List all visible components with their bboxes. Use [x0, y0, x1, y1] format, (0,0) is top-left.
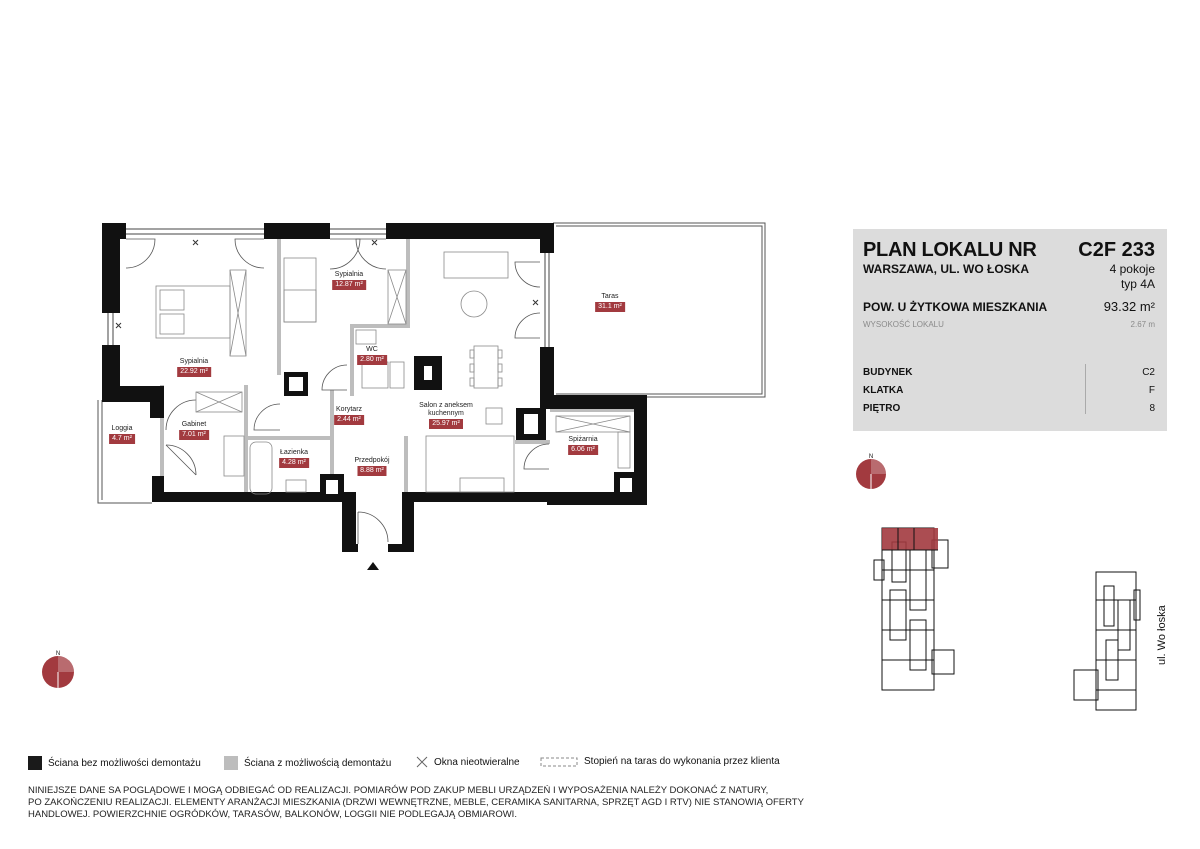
- compass-letter: N: [868, 454, 874, 460]
- room-korytarz: [334, 406, 364, 425]
- room-name: Salon z aneksem kuchennym: [419, 402, 473, 417]
- area-label: POW. U ŻYTKOWA MIESZKANIA: [863, 300, 1048, 314]
- street-label: ul. Wo łoska: [1156, 605, 1168, 665]
- furniture: [156, 252, 630, 494]
- terrace-outline: [553, 223, 765, 412]
- legend-item-fixed-window: [416, 756, 520, 768]
- plan-title: PLAN LOKALU NR: [863, 239, 1037, 261]
- dashed-rect-icon: [540, 757, 578, 767]
- room-area: 4.7 m²: [109, 434, 135, 444]
- room-name: Spiżarnia: [568, 436, 598, 443]
- room-area: 12.87 m²: [332, 280, 366, 290]
- room-name: Sypialnia: [334, 271, 364, 278]
- compass-icon-plan: [40, 650, 76, 690]
- room-name: Łazienka: [279, 449, 309, 456]
- room-area: 31.1 m²: [595, 302, 625, 312]
- room-area: 2.44 m²: [334, 415, 364, 425]
- room-wc: [357, 346, 387, 365]
- room-name: Przedpokój: [354, 457, 390, 464]
- divider: [1085, 364, 1086, 414]
- room-name: Taras: [601, 293, 619, 300]
- room-salon: [411, 402, 481, 429]
- fixed-window-markers: [116, 240, 538, 328]
- room-name: Korytarz: [335, 406, 363, 413]
- compass-icon: [853, 452, 889, 490]
- room-name: WC: [366, 346, 378, 353]
- legend-item-removable-wall: [224, 756, 391, 770]
- room-name: Loggia: [111, 425, 133, 432]
- room-area: 22.92 m²: [177, 367, 211, 377]
- legend: [28, 756, 828, 774]
- area-value: 93.32 m²: [1103, 299, 1155, 314]
- room-spizarnia: [568, 436, 598, 455]
- row-value-floor: 8: [1149, 403, 1155, 414]
- room-area: 6.06 m²: [568, 445, 598, 455]
- room-sypialnia-small: [332, 271, 366, 290]
- disclaimer-line: PO ZAKOŃCZENIU REALIZACJI. ELEMENTY ARANŻACJI MIESZKANIA (DRZWI WEWNĘTRZNE, MEBLE, CERAMIKA SANITARNA, SPRZĘT AGD I RTV) NIE STANOWIĄ OFERTY: [28, 797, 804, 808]
- disclaimer-line: NINIEJSZE DANE SA POGLĄDOWE I MOGĄ ODBIEGAĆ OD REALIZACJI. POMIARÓW POD ZAKUP MEBLI URZĄDZEŃ I WYPOSAŻENIA NALEŻY DOKONAĆ Z NATURY,: [28, 785, 769, 796]
- row-label-building: BUDYNEK: [863, 367, 913, 378]
- room-sypialnia-main: [177, 358, 211, 377]
- room-name: Sypialnia: [179, 358, 209, 365]
- row-label-staircase: KLATKA: [863, 385, 904, 396]
- room-przedpokoj: [354, 457, 389, 476]
- legend-label: Ściana bez możliwości demontażu: [48, 757, 201, 769]
- room-area: 2.80 m²: [357, 355, 387, 365]
- legend-item-fixed-wall: [28, 756, 201, 770]
- address: WARSZAWA, UL. WO ŁOSKA: [863, 262, 1029, 276]
- room-area: 8.88 m²: [357, 466, 387, 476]
- legend-label: Okna nieotwieralne: [434, 756, 520, 768]
- x-icon: [416, 756, 428, 768]
- room-area: 4.28 m²: [279, 458, 309, 468]
- loggia-outline: [98, 400, 152, 503]
- highlighted-unit: [882, 528, 938, 550]
- room-taras: [595, 293, 625, 312]
- unit-type: typ 4A: [1120, 277, 1155, 291]
- windows: [108, 229, 549, 347]
- info-panel: [853, 229, 1167, 431]
- row-label-floor: PIĘTRO: [863, 403, 901, 414]
- structural-walls: [102, 223, 647, 552]
- room-lazienka: [279, 449, 309, 468]
- height-label: WYSOKOŚĆ LOKALU: [863, 320, 944, 329]
- legend-item-terrace-step: [540, 756, 780, 767]
- room-loggia: [109, 425, 135, 444]
- fixed-wall-swatch: [28, 756, 42, 770]
- room-gabinet: [179, 421, 209, 440]
- room-area: 7.01 m²: [179, 430, 209, 440]
- building-key-plan: [870, 520, 1170, 720]
- removable-wall-swatch: [224, 756, 238, 770]
- rooms-count: 4 pokoje: [1109, 262, 1155, 276]
- legend-label: Stopień na taras do wykonania przez klienta: [584, 756, 780, 767]
- compass-letter: N: [55, 651, 61, 657]
- height-value: 2.67 m: [1130, 320, 1155, 329]
- room-area: 25.97 m²: [429, 419, 463, 429]
- row-value-staircase: F: [1148, 385, 1155, 396]
- disclaimer-line: HANDLOWEJ. POWIERZCHNIE OGRÓDKÓW, TARASÓW, BALKONÓW, LOGGII NIE PODLEGAJĄ OBMIAROWI.: [28, 809, 517, 820]
- room-name: Gabinet: [181, 421, 207, 428]
- disclaimer: [28, 785, 848, 821]
- row-value-building: C2: [1142, 367, 1155, 378]
- unit-code: C2F 233: [1078, 239, 1155, 261]
- legend-label: Ściana z możliwością demontażu: [244, 757, 392, 769]
- entrance-arrow-icon: [367, 562, 379, 570]
